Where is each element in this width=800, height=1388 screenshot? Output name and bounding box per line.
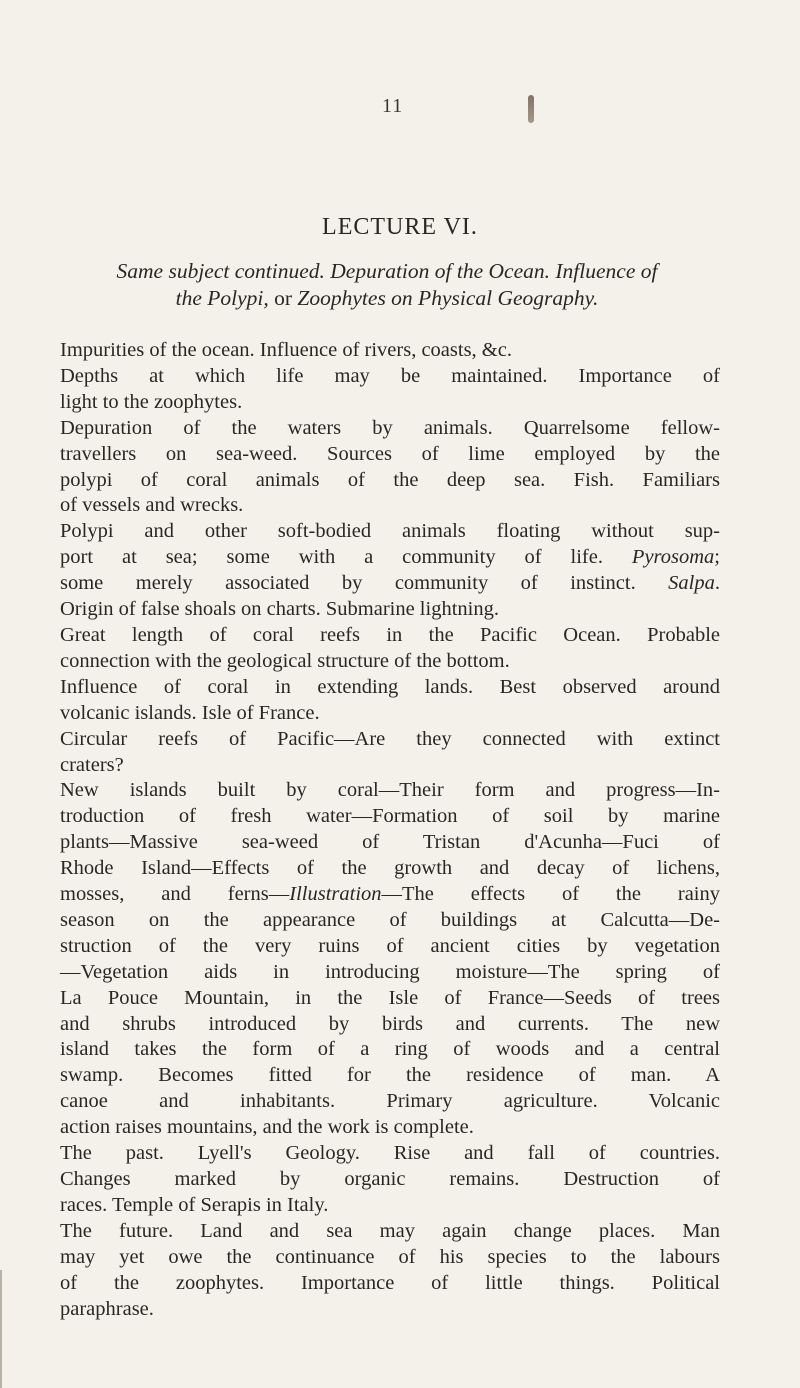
- paragraph-line: canoe and inhabitants. Primary agriculture. Volcanic: [60, 1090, 720, 1113]
- paragraph-line: volcanic islands. Isle of France.: [60, 701, 320, 724]
- paragraph-line: of the zoophytes. Importance of little things. Political: [60, 1271, 720, 1294]
- summary-text: the Polypi,: [175, 286, 275, 310]
- summary-text: Zoophytes on Physical Geography.: [292, 286, 599, 310]
- paragraph-line: mosses, and ferns—Illustration—The effects of the rainy: [60, 883, 720, 906]
- paragraph-line: light to the zoophytes.: [60, 390, 243, 413]
- contents-paragraph: [60, 1219, 720, 1323]
- contents-paragraph: [60, 338, 720, 364]
- ink-blot: [528, 95, 534, 123]
- summary-line: [57, 258, 717, 285]
- paragraph-line: Influence of coral in extending lands. Best observed around: [60, 675, 720, 698]
- paragraph-line: struction of the very ruins of ancient cities by vegetation: [60, 934, 720, 957]
- paragraph-line: paraphrase.: [60, 1297, 154, 1320]
- paragraph-line: Depuration of the waters by animals. Quarrelsome fellow-: [60, 416, 720, 439]
- paragraph-line: plants—Massive sea-weed of Tristan d'Acunha—Fuci of: [60, 831, 720, 854]
- paragraph-line: port at sea; some with a community of life. Pyrosoma;: [60, 546, 720, 569]
- paragraph-line: swamp. Becomes fitted for the residence of man. A: [60, 1064, 720, 1087]
- contents-paragraph: [60, 675, 720, 727]
- paragraph-line: The future. Land and sea may again change places. Man: [60, 1219, 720, 1242]
- paragraph-line: Polypi and other soft-bodied animals floating without sup-: [60, 520, 720, 543]
- contents-paragraph: [60, 623, 720, 675]
- paragraph-line: may yet owe the continuance of his species to the labours: [60, 1245, 720, 1268]
- paragraph-line: Rhode Island—Effects of the growth and decay of lichens,: [60, 857, 720, 880]
- lecture-heading: LECTURE VI.: [322, 214, 478, 240]
- paragraph-line: craters?: [60, 753, 124, 776]
- contents-paragraph: [60, 1141, 720, 1219]
- paragraph-line: travellers on sea-weed. Sources of lime employed by the: [60, 442, 720, 465]
- paragraph-line: troduction of fresh water—Formation of soil by marine: [60, 805, 720, 828]
- paragraph-line: Impurities of the ocean. Influence of rivers, coasts, &c.: [60, 339, 512, 361]
- paragraph-line: New islands built by coral—Their form and progress—In-: [60, 779, 720, 802]
- paragraph-line: Great length of coral reefs in the Pacific Ocean. Probable: [60, 623, 720, 646]
- paragraph-line: of vessels and wrecks.: [60, 494, 244, 517]
- paragraph-line: season on the appearance of buildings at Calcutta—De-: [60, 908, 720, 931]
- lecture-summary: [57, 258, 717, 312]
- paragraph-line: some merely associated by community of instinct. Salpa.: [60, 572, 720, 595]
- summary-text: Same subject continued. Depuration of the Ocean. Influence of: [116, 259, 658, 283]
- paragraph-line: Depths at which life may be maintained. Importance of: [60, 364, 720, 387]
- page-edge-shadow: [0, 1270, 2, 1388]
- paragraph-line: action raises mountains, and the work is complete.: [60, 1116, 474, 1139]
- lecture-contents: [60, 338, 720, 1322]
- summary-line: [57, 285, 717, 312]
- paragraph-line: —Vegetation aids in introducing moisture—The spring of: [60, 960, 720, 983]
- paragraph-line: and shrubs introduced by birds and currents. The new: [60, 1012, 720, 1035]
- paragraph-line: polypi of coral animals of the deep sea. Fish. Familiars: [60, 468, 720, 491]
- paragraph-line: island takes the form of a ring of woods and a central: [60, 1038, 720, 1061]
- paragraph-line: connection with the geological structure of the bottom.: [60, 649, 510, 672]
- contents-paragraph: [60, 727, 720, 779]
- contents-paragraph: [60, 364, 720, 416]
- contents-paragraph: [60, 519, 720, 623]
- paragraph-line: The past. Lyell's Geology. Rise and fall of countries.: [60, 1142, 720, 1165]
- paragraph-line: La Pouce Mountain, in the Isle of France—Seeds of trees: [60, 986, 720, 1009]
- paragraph-line: Changes marked by organic remains. Destruction of: [60, 1168, 720, 1190]
- contents-paragraph: [60, 778, 720, 1141]
- paragraph-line: races. Temple of Serapis in Italy.: [60, 1193, 329, 1216]
- paragraph-line: Origin of false shoals on charts. Submarine lightning.: [60, 598, 499, 621]
- page-number: 11: [382, 95, 404, 117]
- contents-paragraph: [60, 416, 720, 520]
- paragraph-line: Circular reefs of Pacific—Are they connected with extinct: [60, 727, 720, 750]
- summary-conjunction: or: [274, 286, 293, 310]
